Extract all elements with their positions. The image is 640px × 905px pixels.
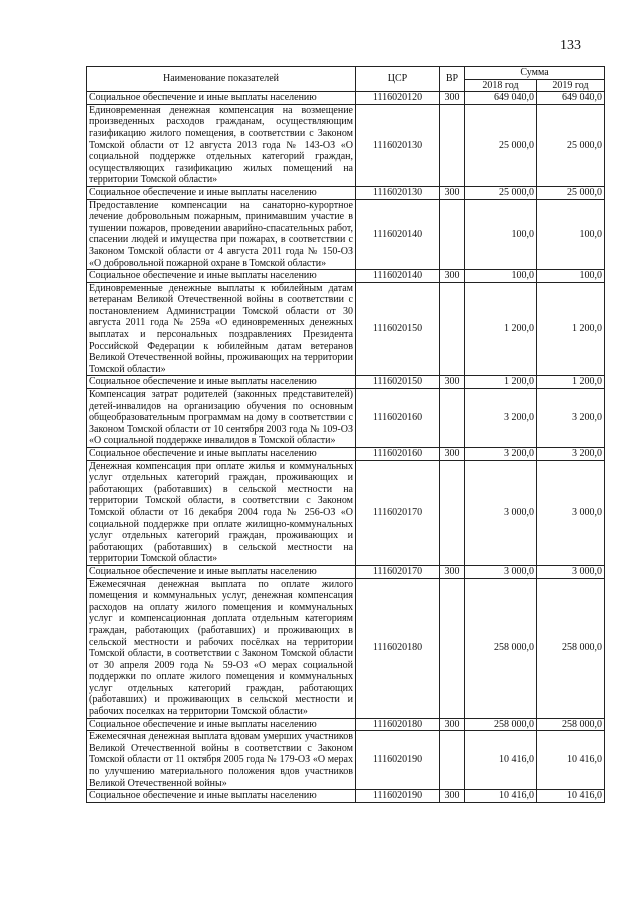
row-sum-2019: 25 000,0 — [537, 104, 605, 186]
table-row — [87, 790, 605, 803]
row-sum-2018: 10 416,0 — [465, 790, 537, 803]
row-csr: 1116020140 — [356, 270, 440, 283]
row-sum-2018: 3 200,0 — [465, 448, 537, 461]
table-row — [87, 282, 605, 376]
row-sum-2019: 3 000,0 — [537, 565, 605, 578]
row-csr: 1116020170 — [356, 460, 440, 565]
row-vr: 300 — [440, 718, 465, 731]
row-vr: 300 — [440, 92, 465, 105]
row-csr: 1116020130 — [356, 186, 440, 199]
row-name: Социальное обеспечение и иные выплаты населению — [87, 790, 356, 803]
row-name: Социальное обеспечение и иные выплаты населению — [87, 376, 356, 389]
row-sum-2018: 258 000,0 — [465, 718, 537, 731]
header-row — [87, 67, 605, 80]
header-sum: Сумма — [465, 67, 605, 80]
table-row — [87, 376, 605, 389]
row-name: Социальное обеспечение и иные выплаты населению — [87, 448, 356, 461]
row-name: Социальное обеспечение и иные выплаты населению — [87, 92, 356, 105]
row-sum-2019: 3 200,0 — [537, 389, 605, 448]
row-vr: 300 — [440, 270, 465, 283]
row-sum-2019: 258 000,0 — [537, 718, 605, 731]
table-row — [87, 270, 605, 283]
row-name: Социальное обеспечение и иные выплаты населению — [87, 186, 356, 199]
header-year-2018: 2018 год — [465, 79, 537, 92]
header-name: Наименование показателей — [87, 67, 356, 92]
row-sum-2019: 100,0 — [537, 270, 605, 283]
row-csr: 1116020130 — [356, 104, 440, 186]
row-name: Социальное обеспечение и иные выплаты населению — [87, 565, 356, 578]
row-vr: 300 — [440, 376, 465, 389]
row-csr: 1116020190 — [356, 731, 440, 790]
row-sum-2019: 1 200,0 — [537, 282, 605, 376]
table-row — [87, 389, 605, 448]
row-sum-2018: 258 000,0 — [465, 578, 537, 718]
row-sum-2019: 25 000,0 — [537, 186, 605, 199]
table-row — [87, 578, 605, 718]
row-name: Компенсация затрат родителей (законных представителей) детей-инвалидов на организацию обучения по основным общеобразовательным программам на дому в соответствии с Законом Томской области от 10 сентября 2003 года № 109-ОЗ «О социальной поддержке инвалидов в Томской области» — [87, 389, 356, 448]
row-vr — [440, 731, 465, 790]
header-csr: ЦСР — [356, 67, 440, 92]
table-row — [87, 92, 605, 105]
row-sum-2018: 3 000,0 — [465, 565, 537, 578]
row-csr: 1116020150 — [356, 376, 440, 389]
row-vr — [440, 389, 465, 448]
row-vr — [440, 460, 465, 565]
row-vr — [440, 578, 465, 718]
table-row — [87, 186, 605, 199]
row-vr: 300 — [440, 448, 465, 461]
row-sum-2019: 1 200,0 — [537, 376, 605, 389]
header-year-2019: 2019 год — [537, 79, 605, 92]
row-name: Предоставление компенсации на санаторно-курортное лечение добровольным пожарным, принимавшим участие в тушении пожаров, проведении аварийно-спасательных работ, спасении людей и имущества при пожарах, в соответствии с Законом Томской области от 4 августа 2011 года № 150-ОЗ «О добровольной пожарной охране в Томской области» — [87, 199, 356, 270]
row-vr: 300 — [440, 790, 465, 803]
row-sum-2019: 3 000,0 — [537, 460, 605, 565]
row-name: Единовременная денежная компенсация на возмещение произведенных расходов гражданам, осуществляющим газификацию жилого помещения, в соответствии с Законом Томской области от 12 августа 2013 года № 143-ОЗ «О социальной поддержке отдельных категорий граждан, осуществляющих газификацию жилых помещений на территории Томской области» — [87, 104, 356, 186]
row-csr: 1116020120 — [356, 92, 440, 105]
row-csr: 1116020170 — [356, 565, 440, 578]
page-number: 133 — [560, 38, 581, 53]
table-row — [87, 565, 605, 578]
row-csr: 1116020160 — [356, 389, 440, 448]
row-csr: 1116020160 — [356, 448, 440, 461]
row-sum-2019: 3 200,0 — [537, 448, 605, 461]
table-row — [87, 460, 605, 565]
row-name: Социальное обеспечение и иные выплаты населению — [87, 718, 356, 731]
row-name: Единовременные денежные выплаты к юбилейным датам ветеранам Великой Отечественной войны в соответствии с постановлением Администрации Томской области от 30 августа 2011 года № 259а «О единовременных денежных выплатах и персональных поздравлениях Президента Российской Федерации к юбилейным датам ветеранов Великой Отечественной войны, проживающих на территории Томской области» — [87, 282, 356, 376]
row-sum-2019: 258 000,0 — [537, 578, 605, 718]
table-row — [87, 718, 605, 731]
row-csr: 1116020150 — [356, 282, 440, 376]
table-row — [87, 199, 605, 270]
row-sum-2019: 100,0 — [537, 199, 605, 270]
row-sum-2018: 25 000,0 — [465, 186, 537, 199]
row-vr — [440, 104, 465, 186]
row-csr: 1116020190 — [356, 790, 440, 803]
row-sum-2018: 1 200,0 — [465, 376, 537, 389]
row-csr: 1116020180 — [356, 718, 440, 731]
row-csr: 1116020140 — [356, 199, 440, 270]
table-row — [87, 104, 605, 186]
row-sum-2019: 649 040,0 — [537, 92, 605, 105]
row-csr: 1116020180 — [356, 578, 440, 718]
budget-table — [86, 66, 605, 803]
row-sum-2018: 100,0 — [465, 199, 537, 270]
row-vr: 300 — [440, 186, 465, 199]
row-vr — [440, 199, 465, 270]
row-sum-2018: 10 416,0 — [465, 731, 537, 790]
row-name: Ежемесячная денежная выплата вдовам умерших участников Великой Отечественной войны в соответствии с Законом Томской области от 11 октября 2005 года № 179-ОЗ «О мерах по улучшению материального положения вдов участников Великой Отечественной войны» — [87, 731, 356, 790]
row-name: Ежемесячная денежная выплата по оплате жилого помещения и коммунальных услуг, денежная компенсация расходов на оплату жилого помещения и коммунальных услуг и компенсационная доплата отдельным категориям граждан, работающих (работавших) и проживающих в сельской местности и рабочих посёлках на территории Томской области, в соответствии с Законом Томской области от 30 апреля 2009 года № 59-ОЗ «О мерах социальной поддержки по оплате жилого помещения и коммунальных услуг отдельных категорий граждан, работающих (работавших) и проживающих в сельской местности и рабочих поселках на территории Томской области» — [87, 578, 356, 718]
table-row — [87, 448, 605, 461]
row-sum-2018: 649 040,0 — [465, 92, 537, 105]
row-sum-2019: 10 416,0 — [537, 790, 605, 803]
row-sum-2018: 3 000,0 — [465, 460, 537, 565]
row-vr: 300 — [440, 565, 465, 578]
row-sum-2018: 3 200,0 — [465, 389, 537, 448]
row-sum-2018: 25 000,0 — [465, 104, 537, 186]
row-vr — [440, 282, 465, 376]
row-sum-2018: 1 200,0 — [465, 282, 537, 376]
row-sum-2018: 100,0 — [465, 270, 537, 283]
table-row — [87, 731, 605, 790]
header-vr: ВР — [440, 67, 465, 92]
row-sum-2019: 10 416,0 — [537, 731, 605, 790]
row-name: Социальное обеспечение и иные выплаты населению — [87, 270, 356, 283]
row-name: Денежная компенсация при оплате жилья и коммунальных услуг отдельных категорий граждан, проживающих и работающих (работавших) в сельской местности на территории Томской области, в соответствии с Законом Томской области от 16 декабря 2004 года № 256-ОЗ «О социальной поддержке при оплате жилищно-коммунальных услуг отдельных категорий граждан, проживающих и работающих (работавших) в сельской местности на территории Томской области» — [87, 460, 356, 565]
